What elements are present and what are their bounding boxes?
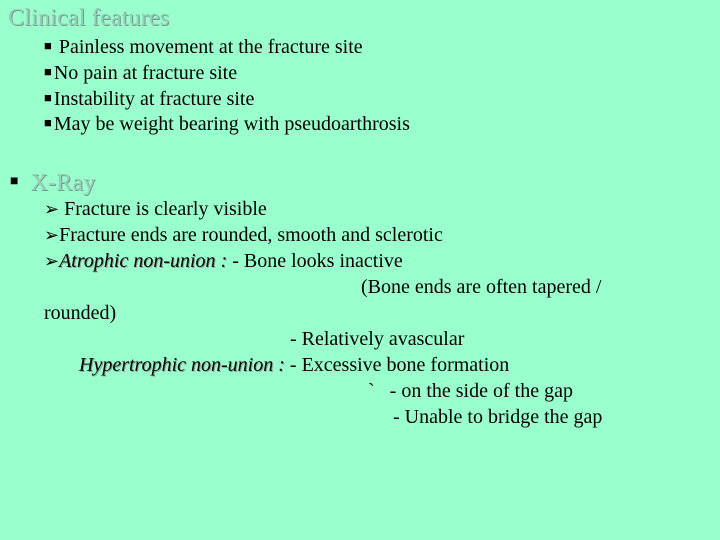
- square-bullet-icon: ■: [10, 174, 19, 189]
- hypertrophic-line-2: ` - on the side of the gap: [368, 380, 573, 402]
- clinical-item-text: No pain at fracture site: [53, 62, 238, 84]
- atrophic-line-4: - Relatively avascular: [290, 328, 465, 350]
- clinical-item-text: May be weight bearing with pseudoarthrosis: [53, 113, 410, 135]
- arrow-bullet-icon: ➢: [44, 251, 60, 271]
- atrophic-separator: :: [215, 250, 228, 272]
- hypertrophic-label: Hypertrophic non-union: [79, 354, 274, 376]
- arrow-bullet-icon: ➢: [44, 225, 60, 245]
- atrophic-row: [44, 251, 403, 271]
- atrophic-desc: - Bone looks inactive: [227, 250, 403, 272]
- xray-item-2: [44, 225, 443, 245]
- xray-heading-row: [10, 170, 95, 197]
- hypertrophic-desc: - Excessive bone formation: [284, 354, 510, 376]
- xray-item-1: [44, 199, 267, 219]
- hypertrophic-row: [79, 355, 509, 375]
- atrophic-line-3: rounded): [44, 302, 117, 324]
- clinical-item-2: [44, 63, 237, 83]
- square-bullet-icon: ■: [44, 115, 52, 130]
- xray-item-text: Fracture ends are rounded, smooth and sclerotic: [59, 224, 443, 246]
- slide-title: Clinical features: [8, 5, 170, 31]
- atrophic-label: Atrophic non-union: [59, 250, 216, 272]
- clinical-item-4: [44, 114, 410, 134]
- clinical-item-text: Instability at fracture site: [53, 88, 255, 110]
- clinical-item-3: [44, 89, 254, 109]
- hypertrophic-line-3: - Unable to bridge the gap: [393, 406, 603, 428]
- hypertrophic-separator: :: [273, 354, 285, 376]
- square-bullet-icon: ■: [44, 90, 52, 105]
- arrow-bullet-icon: ➢: [44, 199, 60, 219]
- clinical-item-text: Painless movement at the fracture site: [58, 36, 363, 58]
- atrophic-line-2: (Bone ends are often tapered /: [361, 276, 602, 298]
- clinical-item-1: [44, 37, 363, 57]
- xray-item-text: Fracture is clearly visible: [64, 198, 267, 220]
- xray-heading: X-Ray: [30, 170, 96, 196]
- square-bullet-icon: ■: [44, 38, 52, 53]
- square-bullet-icon: ■: [44, 64, 52, 79]
